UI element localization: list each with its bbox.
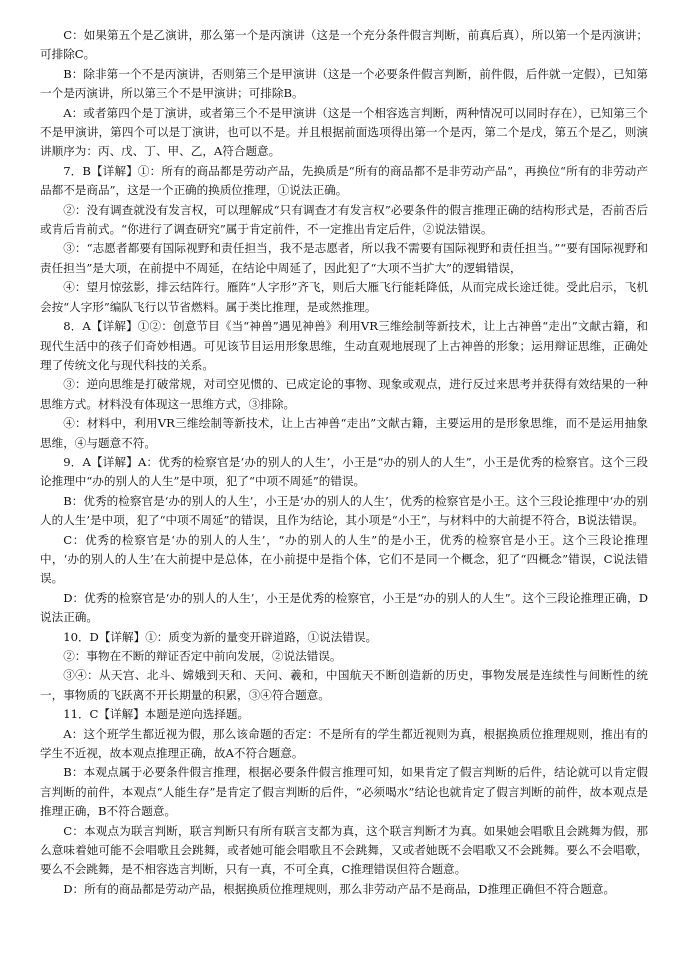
paragraph-q7: 7．B【详解】①：所有的商品都是劳动产品，先换质是“所有的商品都不是非劳动产品”，再换位“所有的非劳动产品都不是商品”，这是一个正确的换质位推理，①说法正确。	[40, 163, 648, 198]
paragraph-q7-2: ②：没有调查就没有发言权，可以理解成“只有调查才有发言权”必要条件的假言推理正确的结构形式是，否前否后或肯后肯前式。“你进行了调查研究”属于肯定前件，不一定推出肯定后件，②说法错误。	[40, 202, 648, 237]
paragraph-q7-3: ③：“志愿者都要有国际视野和责任担当，我不是志愿者，所以我不需要有国际视野和责任担当。”“要有国际视野和责任担当”是大项，在前提中不周延，在结论中周延了，因此犯了“大项不当扩大”的逻辑错误，	[40, 241, 648, 275]
paragraph-q10: 10．D【详解】①：质变为新的量变开辟道路，①说法错误。	[63, 629, 378, 644]
paragraph-option-c: C：如果第五个是乙演讲，那么第一个是丙演讲（这是一个充分条件假言判断，前真后真），所以第一个是丙演讲；可排除C。	[40, 28, 648, 62]
paragraph-q9-b: B：优秀的检察官是‘办的别人的人生’，小王是‘办的别人的人生’，优秀的检察官是小王。这个三段论推理中‘办的别人的人生’是中项，犯了“中项不周延”的错误，且作为结论，其小项是“小王”，与材料中的大前提不符合，B说法错误。	[40, 493, 648, 528]
paragraph-q8-3: ③：逆向思维是打破常规，对司空见惯的、已成定论的事物、现象或观点，进行反过来思考并获得有效结果的一种思维方式。材料没有体现这一思维方式，③排除。	[40, 377, 648, 411]
paragraph-q9-d: D：优秀的检察官是‘办的别人的人生’，小王是优秀的检察官，小王是“办的别人的人生”。这个三段论推理正确，D说法正确。	[40, 590, 648, 625]
paragraph-q11-b: B：本观点属于必要条件假言推理，根据必要条件假言推理可知，如果肯定了假言判断的后件，结论就可以肯定假言判断的前件，本观点“人能生存”是肯定了假言判断的后件，“必须喝水”结论也就肯定了假言判断的前件，故本观点是推理正确，B不符合题意。	[40, 765, 648, 819]
paragraph-q10-2: ②：事物在不断的辩证否定中前向发展，②说法错误。	[63, 649, 342, 663]
paragraph-option-a: A：或者第四个是丁演讲，或者第三个不是甲演讲（这是一个相容选言判断，两种情况可以同时存在），已知第三个不是甲演讲，第四个可以是丁演讲，也可以不是。并且根据前面选项得出第一个是丙，第二个是戊，第五个是乙，则演讲顺序为：丙、戊、丁、甲、乙，A符合题意。	[40, 105, 648, 159]
paragraph-q9-c: C：优秀的检察官是‘办的别人的人生’，“办的别人的人生”的是小王，优秀的检察官是小王。这个三段论推理中，‘办的别人的人生’在大前提中是总体，在小前提中是指个体，它们不是同一个概念，犯了“四概念”错误，C说法错误。	[40, 532, 648, 586]
paragraph-q11: 11．C【详解】本题是逆向选择题。	[63, 707, 250, 722]
paragraph-q11-d: D：所有的商品都是劳动产品，根据换质位推理规则，那么非劳动产品不是商品，D推理正确但不符合题意。	[63, 881, 616, 896]
paragraph-option-b: B：除非第一个不是丙演讲，否则第三个是甲演讲（这是一个必要条件假言判断，前件假，后件就一定假），已知第一个是丙演讲，所以第三个不是甲演讲；可排除B。	[40, 66, 648, 101]
paragraph-q11-c: C：本观点为联言判断，联言判断只有所有联言支都为真，这个联言判断才为真。如果她会唱歌且会跳舞为假，那么意味着她可能不会唱歌且会跳舞，或者她可能会唱歌且不会跳舞，又或者她既不会唱歌又不会跳舞。要么不会唱歌，要么不会跳舞，是不相容选言判断，只有一真，不可全真，C推理错误但符合题意。	[40, 823, 648, 877]
paragraph-q10-34: ③④：从天宫、北斗、嫦娥到天和、天问、羲和，中国航天不断创造新的历史，事物发展是连续性与间断性的统一，事物质的飞跃离不开长期量的积累，③④符合题意。	[40, 668, 648, 702]
paragraph-q11-a: A：这个班学生都近视为假，那么该命题的否定：不是所有的学生都近视则为真，根据换质位推理规则，推出有的学生不近视，故本观点推理正确，故A不符合题意。	[40, 726, 648, 761]
paragraph-q8: 8．A【详解】①②：创意节目《当“神兽”遇见神兽》利用VR三维绘制等新技术，让上古神兽“走出”文献古籍，和现代生活中的孩子们奇妙相遇。可见该节目运用形象思维，生动直观地展现了上古神兽的形象；运用辩证思维，正确处理了传统文化与现代科技的关系。	[40, 319, 648, 372]
paragraph-q7-4: ④：望月惊弦影，排云结阵行。雁阵“人字形”齐飞，则后大雁飞行能耗降低，从而完成长途迁徙。受此启示，飞机会按“人字形”编队飞行以节省燃料。属于类比推理，是或然推理。	[40, 280, 648, 314]
paragraph-q9: 9．A【详解】A：优秀的检察官是‘办的别人的人生’，小王是“办的别人的人生”，小王是优秀的检察官。这个三段论推理中“办的别人的人生”是中项，犯了“中项不周延”的错误。	[40, 454, 648, 489]
paragraph-q8-4: ④：材料中，利用VR三维绘制等新技术，让上古神兽“走出”文献古籍，主要运用的是形象思维，而不是运用抽象思维，④与题意不符。	[40, 416, 648, 450]
